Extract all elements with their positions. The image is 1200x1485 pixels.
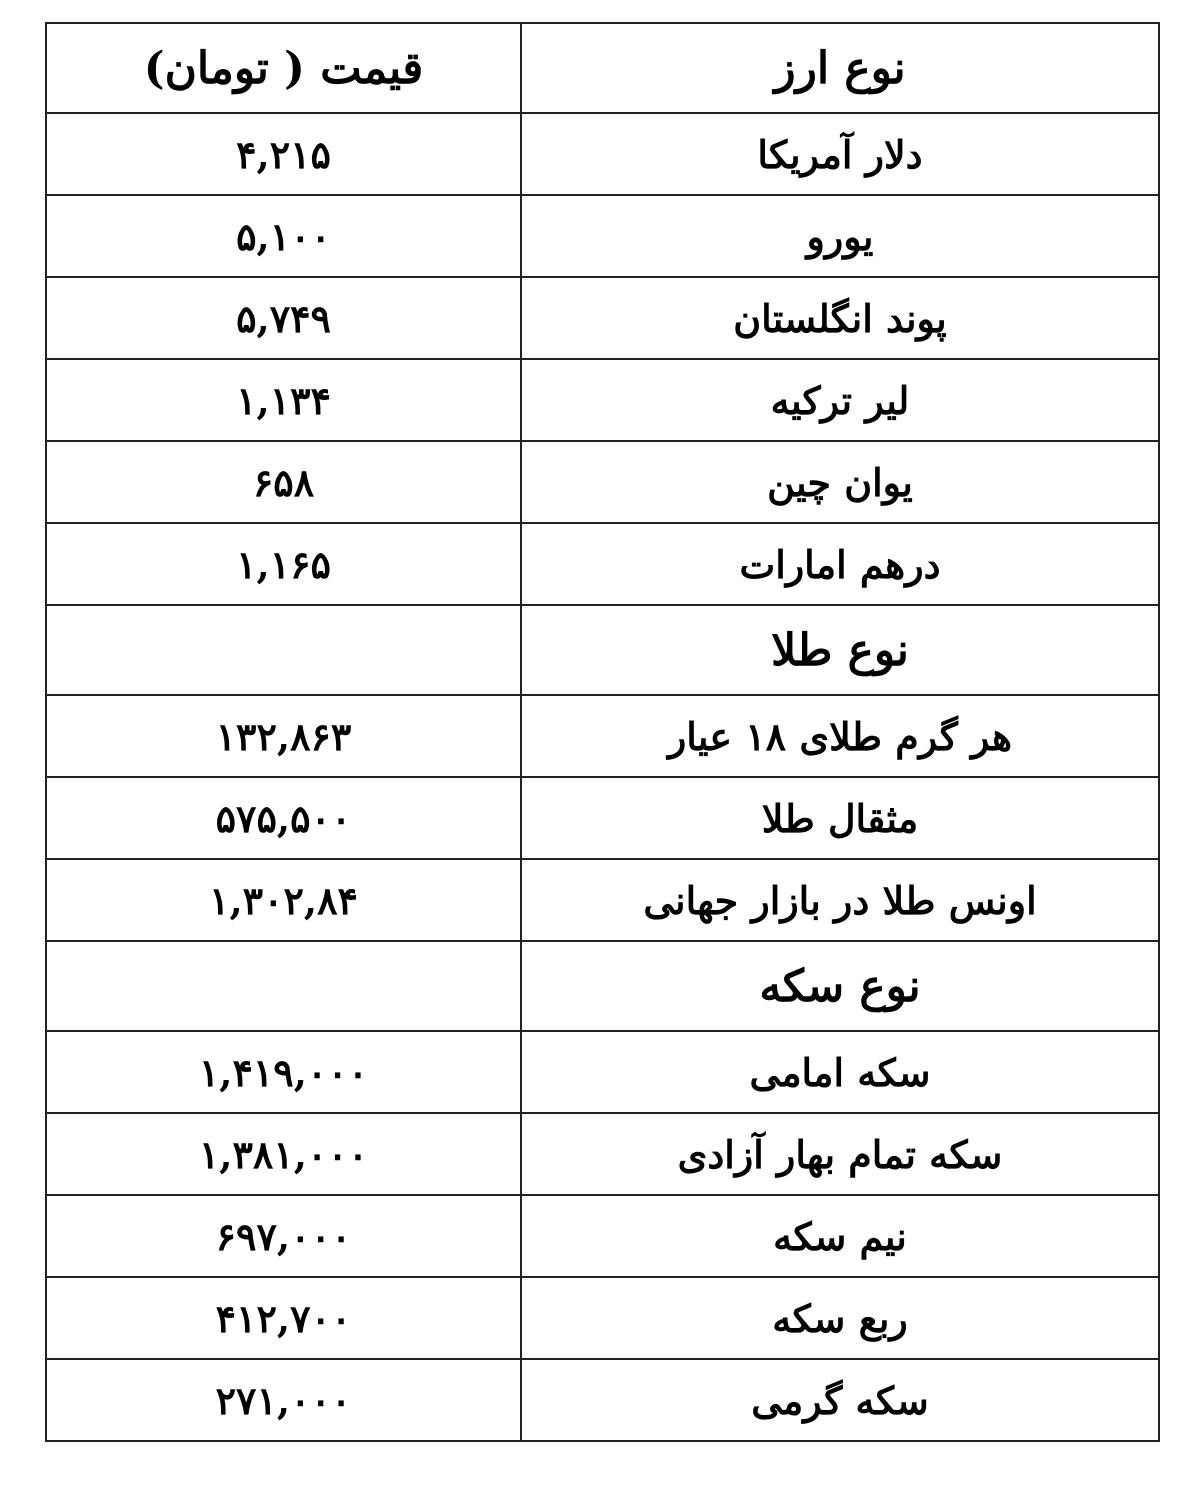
coin-section-label: نوع سکه: [521, 941, 1159, 1031]
header-type-cell: نوع ارز: [521, 23, 1159, 113]
item-price: ۱,۱۳۴: [46, 359, 521, 441]
gold-section-label: نوع طلا: [521, 605, 1159, 695]
price-table: [45, 22, 1160, 1442]
item-name: سکه تمام بهار آزادی: [521, 1113, 1159, 1195]
table-row: [46, 777, 1159, 859]
item-name: لیر ترکیه: [521, 359, 1159, 441]
empty-cell: [46, 605, 521, 695]
table-row: [46, 859, 1159, 941]
table-row: [46, 1113, 1159, 1195]
item-name: یورو: [521, 195, 1159, 277]
table-row: [46, 1277, 1159, 1359]
item-price: ۵,۷۴۹: [46, 277, 521, 359]
item-price: ۱۳۲,۸۶۳: [46, 695, 521, 777]
item-name: هر گرم طلای ۱۸ عیار: [521, 695, 1159, 777]
item-name: ربع سکه: [521, 1277, 1159, 1359]
table-row: [46, 695, 1159, 777]
item-name: سکه امامی: [521, 1031, 1159, 1113]
table-row: [46, 441, 1159, 523]
table-row: [46, 113, 1159, 195]
table-row: [46, 1195, 1159, 1277]
item-price: ۲۷۱,۰۰۰: [46, 1359, 521, 1441]
item-price: ۱,۳۸۱,۰۰۰: [46, 1113, 521, 1195]
item-price: ۱,۱۶۵: [46, 523, 521, 605]
item-name: دلار آمریکا: [521, 113, 1159, 195]
item-name: یوان چین: [521, 441, 1159, 523]
gold-section-row: [46, 605, 1159, 695]
empty-cell: [46, 941, 521, 1031]
header-price-cell: قیمت ( تومان): [46, 23, 521, 113]
table-row: [46, 1031, 1159, 1113]
item-price: ۵,۱۰۰: [46, 195, 521, 277]
table-header-row: [46, 23, 1159, 113]
item-price: ۶۵۸: [46, 441, 521, 523]
item-name: نیم سکه: [521, 1195, 1159, 1277]
item-price: ۴۱۲,۷۰۰: [46, 1277, 521, 1359]
table-row: [46, 195, 1159, 277]
coin-section-row: [46, 941, 1159, 1031]
item-name: سکه گرمی: [521, 1359, 1159, 1441]
table-row: [46, 277, 1159, 359]
item-name: مثقال طلا: [521, 777, 1159, 859]
table-row: [46, 523, 1159, 605]
item-price: ۱,۴۱۹,۰۰۰: [46, 1031, 521, 1113]
item-price: ۶۹۷,۰۰۰: [46, 1195, 521, 1277]
item-price: ۴,۲۱۵: [46, 113, 521, 195]
table-row: [46, 1359, 1159, 1441]
item-price: ۱,۳۰۲,۸۴: [46, 859, 521, 941]
item-name: اونس طلا در بازار جهانی: [521, 859, 1159, 941]
table-row: [46, 359, 1159, 441]
item-price: ۵۷۵,۵۰۰: [46, 777, 521, 859]
item-name: درهم امارات: [521, 523, 1159, 605]
item-name: پوند انگلستان: [521, 277, 1159, 359]
